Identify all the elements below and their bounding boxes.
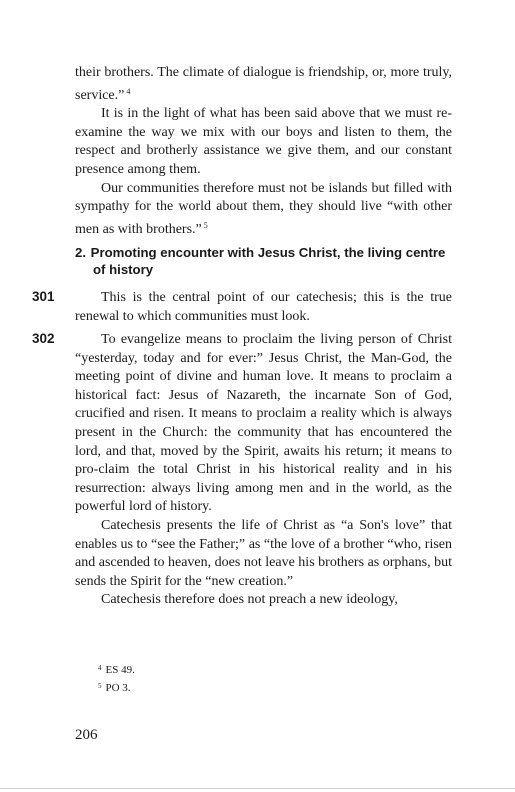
paragraph: It is in the light of what has been said above that we must re-examine the way we mix with our boys and listen to them, the respect and brotherly assistance we give them, and our constant presence among them. <box>75 106 452 177</box>
page-number: 206 <box>75 727 98 743</box>
footnote-text: PO 3. <box>105 682 131 694</box>
footnote-mark: 4 <box>98 664 102 672</box>
page-edge-line <box>0 788 515 789</box>
paragraph: This is the central point of our catechesis; this is the true renewal to which communities must look. <box>75 290 452 324</box>
footnote-mark: 5 <box>98 682 102 690</box>
paragraph: To evangelize means to proclaim the living person of Christ “yesterday, today and for ever:” Jesus Christ, the Man-God, the meeting point of divine and human love. It means to proclaim a historical fact: Jesus of Nazareth, the incarnate Son of God, crucified and risen. It means to proclaim a reality which is always present in the Church: the community that has encountered the lord, and that, moved by the Spirit, awaits his return; it means to pro-claim the total Christ in his historical reality and in his resurrection: always living among men and in the world, as the powerful lord of history. <box>75 332 452 515</box>
section-number: 2. <box>75 245 86 260</box>
footnote <box>98 678 135 696</box>
footnote-ref: 4 <box>126 86 131 96</box>
paragraph-text: Our communities therefore must not be islands but filled with sympathy for the world about them, they should live “with other men as with brothers.” <box>75 180 452 237</box>
section-title-continued: of history <box>93 262 154 277</box>
paragraph <box>75 180 452 240</box>
footnotes <box>98 660 135 696</box>
paragraph-302 <box>75 331 452 610</box>
footnote-text: ES 49. <box>105 664 135 676</box>
paragraph: Catechesis presents the life of Christ as “a Son's love” that enables us to “see the Father;” as “the love of a brother “who, risen and ascended to heaven, does not leave his brothers as orphans, but sends the Spirit for the “new creation.” <box>75 517 452 589</box>
footnote-ref: 5 <box>203 220 208 230</box>
paragraph: Catechesis therefore does not preach a new ideology, <box>101 592 398 608</box>
margin-paragraph-number: 302 <box>32 331 55 346</box>
opening-text-block <box>75 64 452 239</box>
section-heading <box>75 244 452 278</box>
margin-paragraph-number: 301 <box>32 289 55 304</box>
paragraph-301 <box>75 289 452 326</box>
paragraph-continued <box>75 64 452 105</box>
section-title: Promoting encounter with Jesus Christ, the living centre <box>90 245 446 260</box>
paragraph-text: their brothers. The climate of dialogue is friendship, or, more truly, service.” <box>75 65 452 103</box>
footnote <box>98 660 135 678</box>
